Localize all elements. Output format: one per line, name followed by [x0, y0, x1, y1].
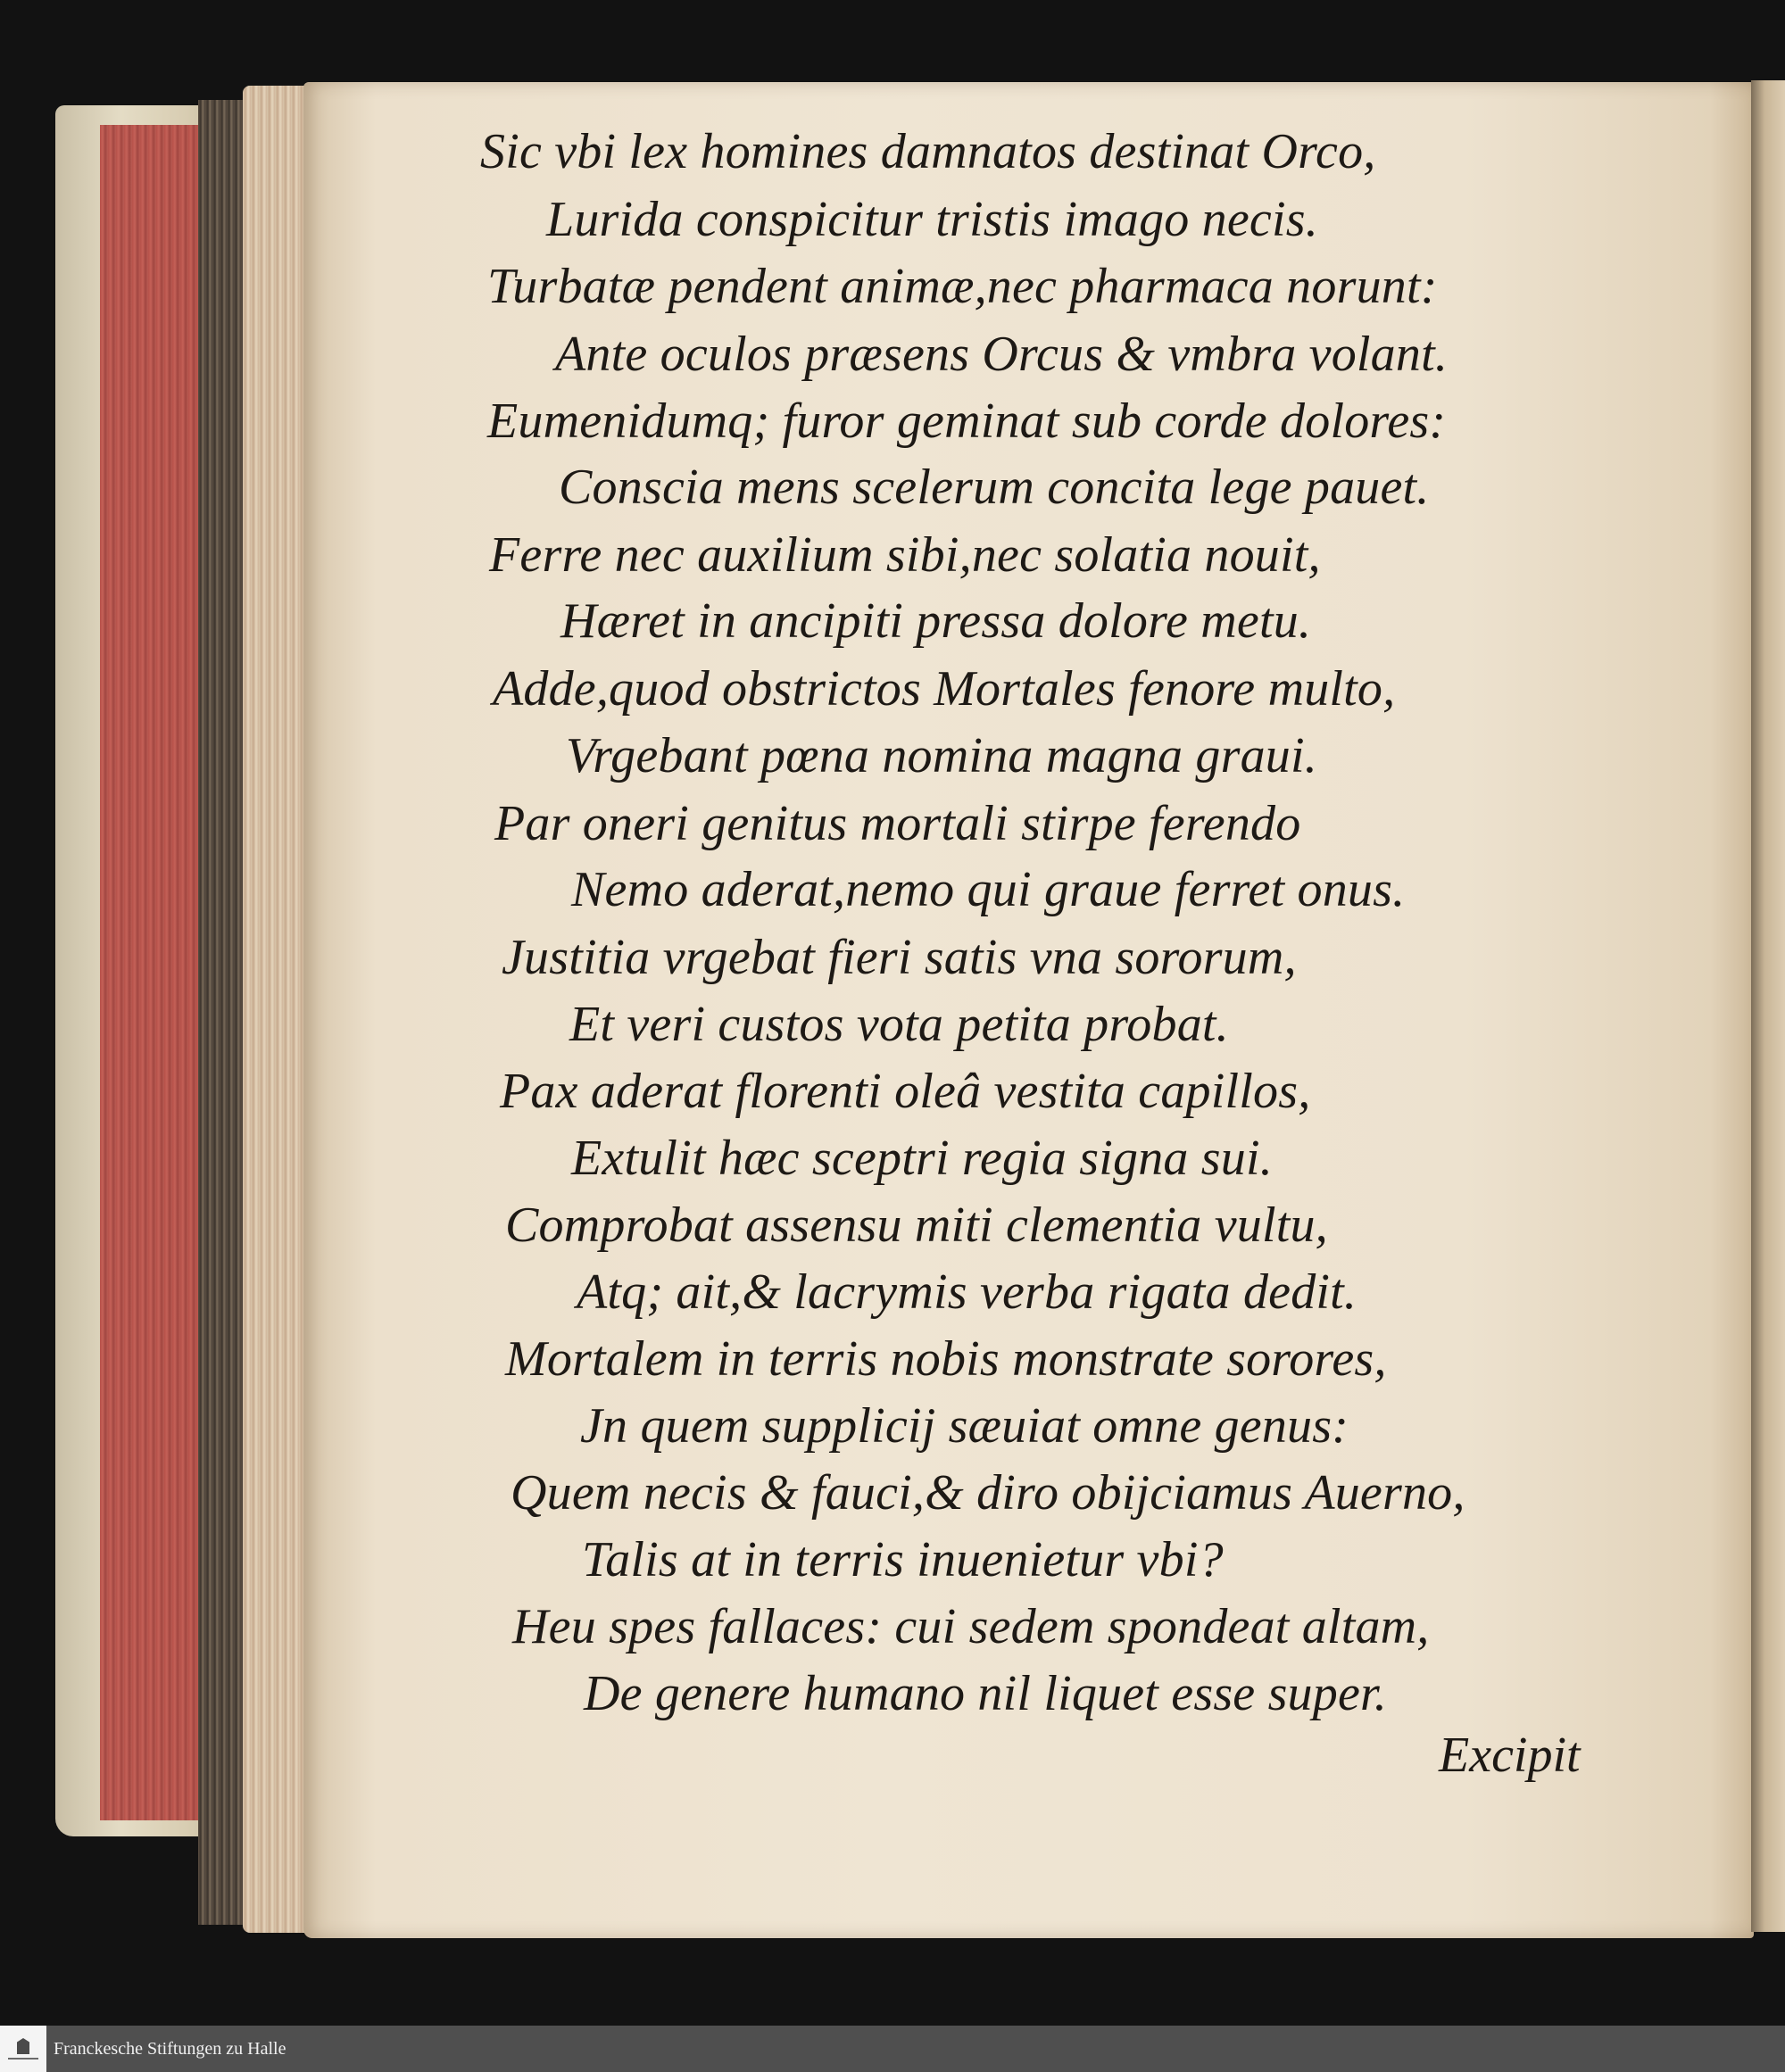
verse-line: Talis at in terris inuenietur vbi?: [582, 1532, 1224, 1587]
verse-line: Ante oculos præsens Orcus & vmbra volant.: [555, 327, 1449, 382]
verse-line: Pax aderat florenti oleâ vestita capillos,: [500, 1064, 1311, 1119]
institution-name: Franckesche Stiftungen zu Halle: [54, 2038, 286, 2059]
verse-line: Extulit hæc sceptri regia signa sui.: [571, 1131, 1273, 1186]
verse-line: Par oneri genitus mortali stirpe ferendo: [494, 796, 1301, 851]
footer-bar: [0, 2026, 1785, 2072]
verse-line: Sic vbi lex homines damnatos destinat Orco,: [480, 124, 1376, 179]
verse-line: Vrgebant pœna nomina magna graui.: [566, 728, 1317, 783]
verse-line: Conscia mens scelerum concita lege pauet.: [559, 460, 1430, 515]
verse-line: Justitia vrgebat fieri satis vna sororum,: [502, 930, 1297, 985]
verse-line: Turbatæ pendent animæ,nec pharmaca norunt:: [487, 259, 1438, 314]
verse-line: Lurida conspicitur tristis imago necis.: [546, 192, 1318, 247]
facing-page-edge: [1751, 80, 1785, 1932]
verse-line: Ferre nec auxilium sibi,nec solatia nouit,: [489, 527, 1321, 583]
verse-line: Jn quem supplicij sæuiat omne genus:: [580, 1398, 1349, 1454]
verse-line: Adde,quod obstrictos Mortales fenore multo,: [493, 661, 1396, 717]
institution-logo-icon: [0, 2026, 46, 2072]
verse-line: De genere humano nil liquet esse super.: [584, 1666, 1387, 1721]
verse-line: Heu spes fallaces: cui sedem spondeat altam,: [512, 1599, 1430, 1654]
red-page-edges: [100, 125, 207, 1820]
verse-line: Hæret in ancipiti pressa dolore metu.: [560, 593, 1312, 649]
verse-line: Mortalem in terris nobis monstrate sorores,: [505, 1331, 1387, 1387]
verse-line: Comprobat assensu miti clementia vultu,: [505, 1198, 1328, 1253]
verse-line: Nemo aderat,nemo qui graue ferret onus.: [571, 862, 1406, 917]
verse-line: Atq; ait,& lacrymis verba rigata dedit.: [577, 1264, 1357, 1320]
verse-line: Eumenidumq; furor geminat sub corde dolores:: [487, 394, 1447, 449]
verse-line: Quem necis & fauci,& diro obijciamus Auerno,: [511, 1465, 1465, 1521]
verse-line: Et veri custos vota petita probat.: [569, 997, 1229, 1052]
catchword: Excipit: [1439, 1728, 1581, 1783]
